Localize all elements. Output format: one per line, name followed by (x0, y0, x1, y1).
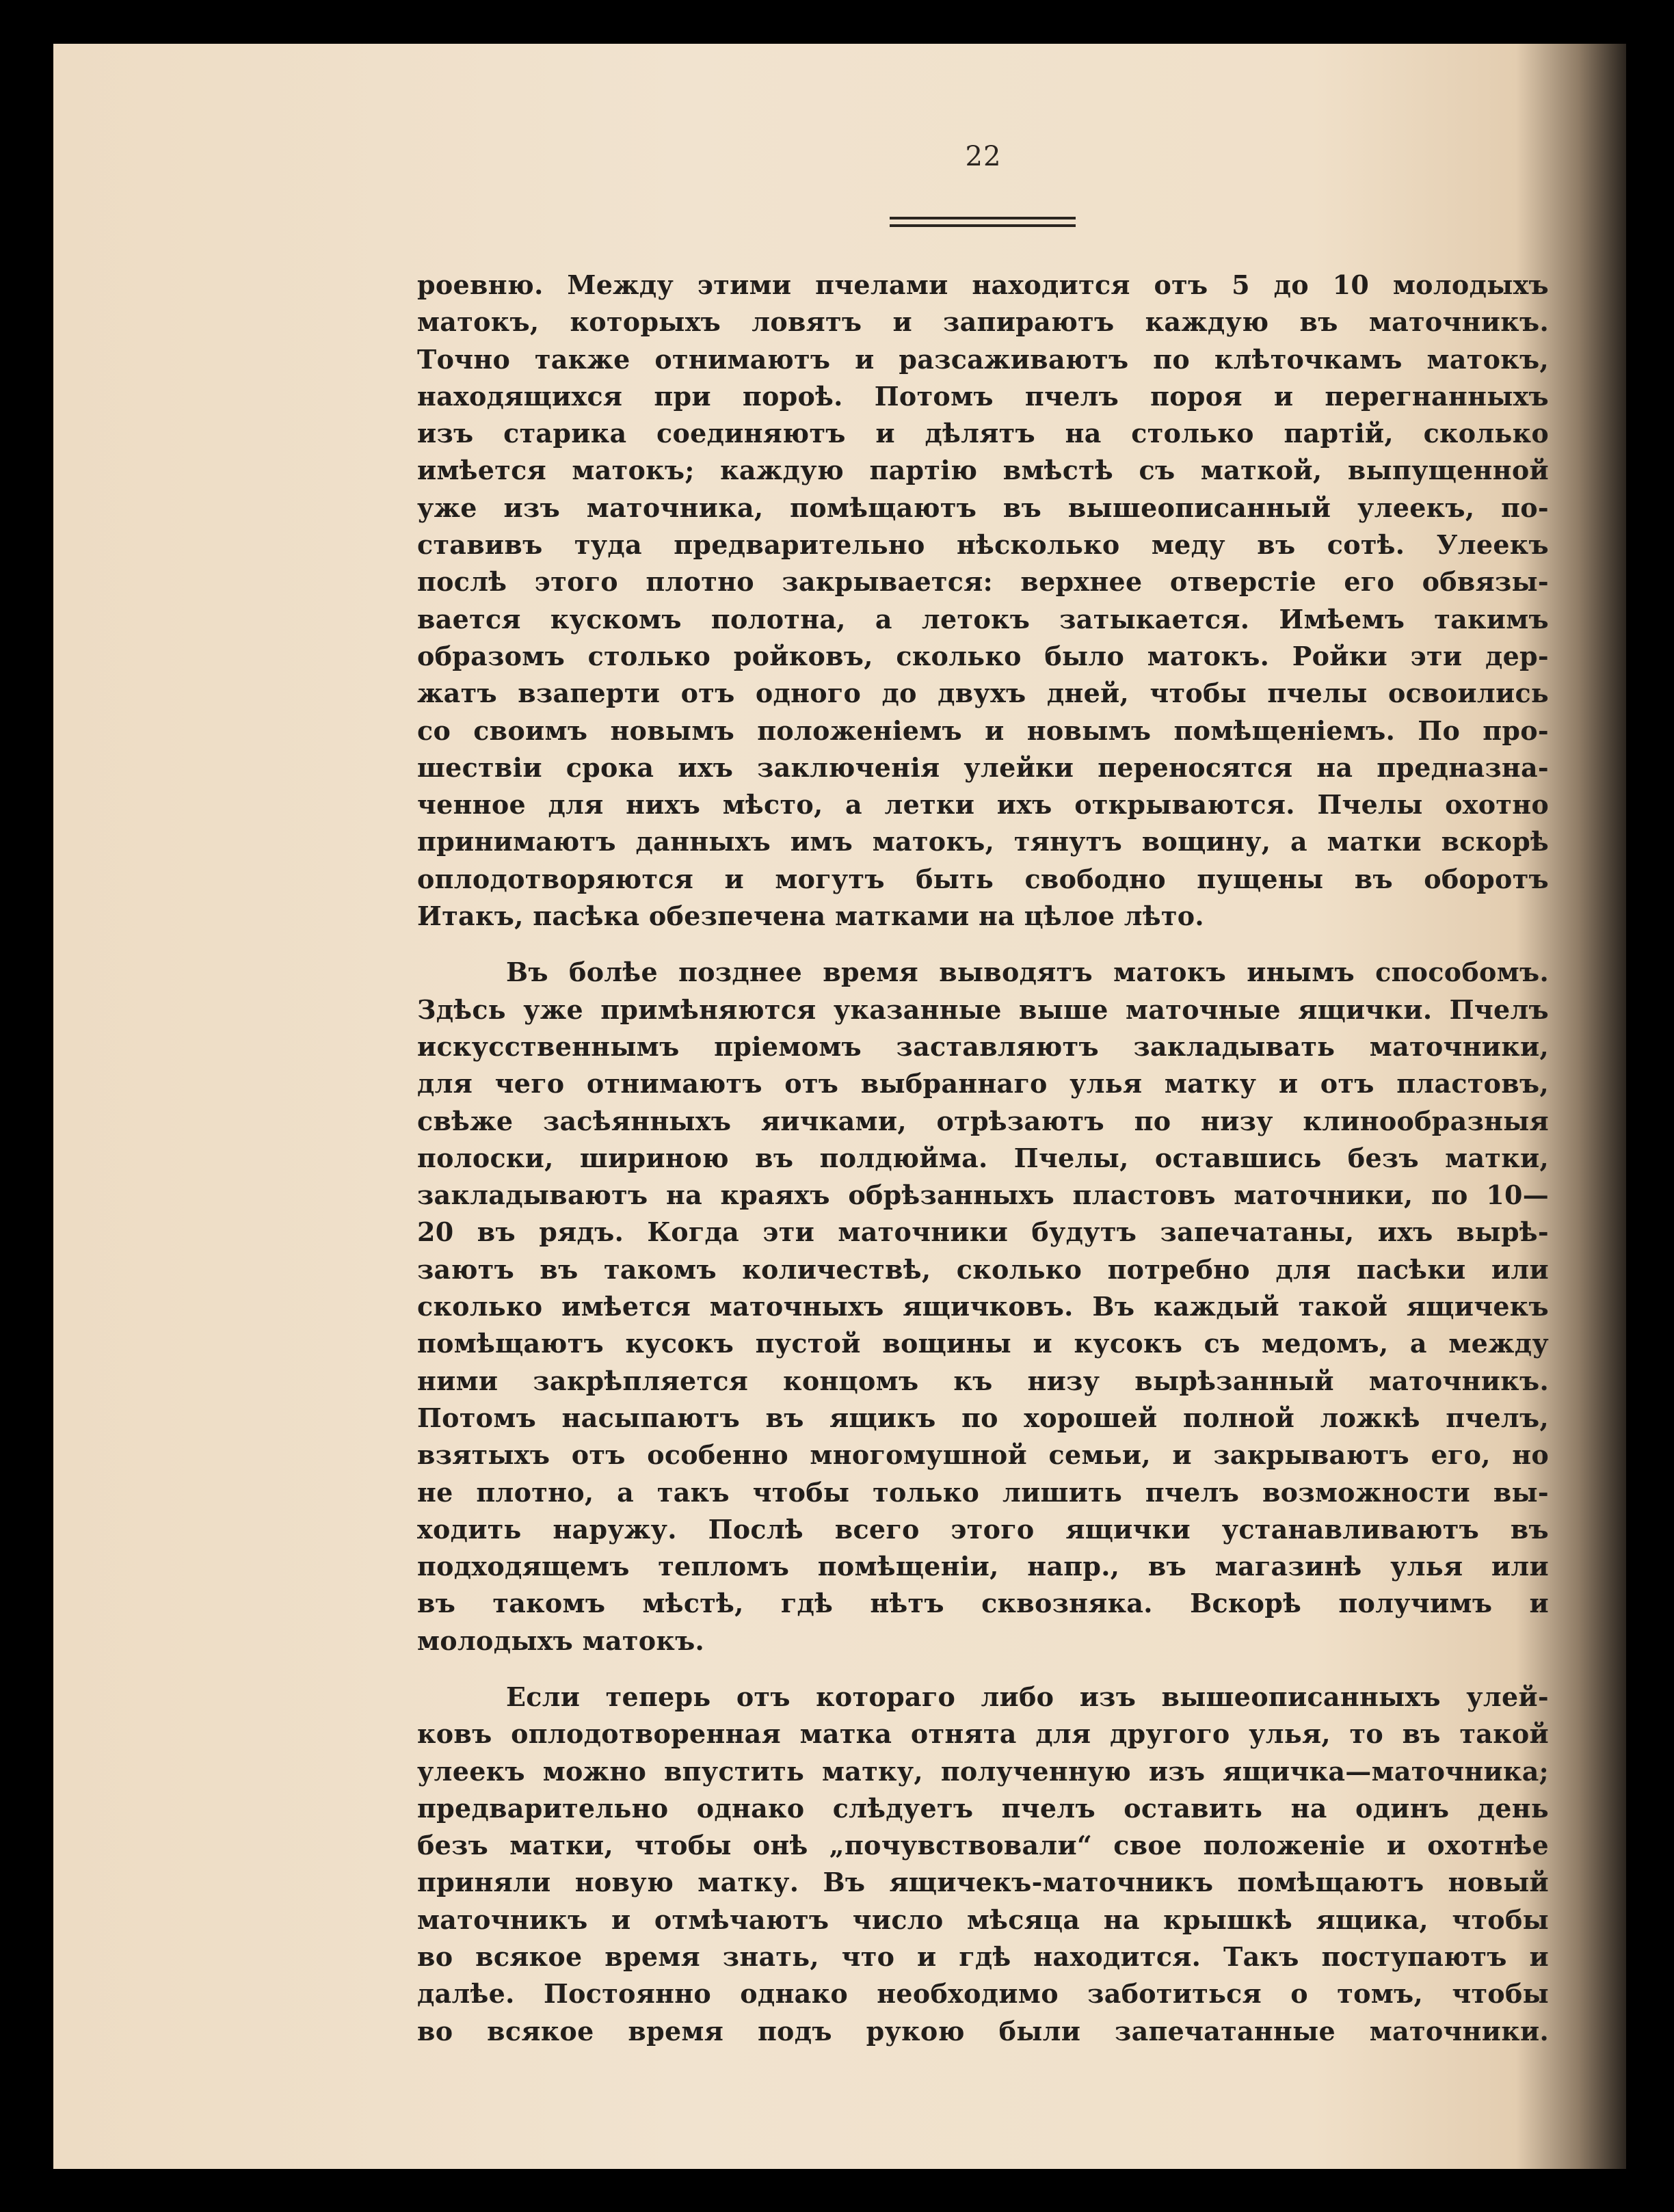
text-line: сколько имѣется маточныхъ ящичковъ. Въ каждый такой ящичекъ (417, 1291, 1549, 1322)
text-line: ними закрѣпляется концомъ къ низу вырѣзанный маточникъ. (417, 1365, 1549, 1396)
paragraph-2 (417, 954, 1549, 1660)
text-line: ковъ оплодотворенная матка отнята для другого улья, то въ такой (417, 1718, 1549, 1750)
text-line: не плотно, а такъ чтобы только лишить пчелъ возможности вы- (417, 1476, 1549, 1508)
body-text (417, 267, 1549, 2050)
paragraph-spacer (417, 1660, 1549, 1679)
text-line: Здѣсь уже примѣняются указанные выше маточные ящички. Пчелъ (417, 994, 1549, 1025)
text-line: изъ старика соединяютъ и дѣлятъ на столько партій, сколько (417, 418, 1549, 449)
text-line: Потомъ насыпаютъ въ ящикъ по хорошей полной ложкѣ пчелъ, (417, 1402, 1549, 1433)
text-line: во всякое время знать, что и гдѣ находится. Такъ поступаютъ и (417, 1941, 1549, 1973)
text-line: послѣ этого плотно закрывается: верхнее отверстіе его обвязы- (417, 566, 1549, 598)
paragraph-1 (417, 267, 1549, 935)
text-line: во всякое время подъ рукою были запечатанные маточники. (417, 2015, 1549, 2047)
text-line: имѣется матокъ; каждую партію вмѣстѣ съ маткой, выпущенной (417, 455, 1549, 486)
text-line: роевню. Между этими пчелами находится отъ 5 до 10 молодыхъ (417, 269, 1549, 300)
text-line: безъ матки, чтобы онѣ „почувствовали“ свое положеніе и охотнѣе (417, 1830, 1549, 1861)
text-line: находящихся при пороѣ. Потомъ пчелъ пороя и перегнанныхъ (417, 380, 1549, 412)
text-line: маточникъ и отмѣчаютъ число мѣсяца на крышкѣ ящика, чтобы (417, 1904, 1549, 1935)
text-line: Въ болѣе позднее время выводятъ матокъ инымъ способомъ. (506, 957, 1549, 988)
text-line: заютъ въ такомъ количествѣ, сколько потребно для пасѣки или (417, 1253, 1549, 1285)
text-line: закладываютъ на краяхъ обрѣзанныхъ пластовъ маточники, по 10— (417, 1180, 1549, 1211)
text-line: молодыхъ матокъ. (417, 1625, 705, 1656)
text-line: подходящемъ тепломъ помѣщеніи, напр., въ магазинѣ улья или (417, 1551, 1549, 1582)
text-line: въ такомъ мѣстѣ, гдѣ нѣтъ сквозняка. Вскорѣ получимъ и (417, 1588, 1549, 1619)
paragraph-spacer (417, 935, 1549, 954)
text-line: принимаютъ данныхъ имъ матокъ, тянутъ вощину, а матки вскорѣ (417, 826, 1549, 857)
page-number: 22 (965, 141, 1002, 172)
text-line: со своимъ новымъ положеніемъ и новымъ помѣщеніемъ. По про- (417, 715, 1549, 746)
book-page (53, 44, 1626, 2169)
text-line: предварительно однако слѣдуетъ пчелъ оставить на одинъ день (417, 1792, 1549, 1824)
text-line: образомъ столько ройковъ, сколько было матокъ. Ройки эти дер- (417, 640, 1549, 671)
text-line: уже изъ маточника, помѣщаютъ въ вышеописанный улеекъ, по- (417, 492, 1549, 523)
text-line: вается кускомъ полотна, а летокъ затыкается. Имѣемъ такимъ (417, 603, 1549, 635)
text-line: взятыхъ отъ особенно многомушной семьи, и закрываютъ его, но (417, 1439, 1549, 1471)
text-line: улеекъ можно впустить матку, полученную изъ ящичка—маточника; (417, 1755, 1549, 1787)
text-line: Итакъ, пасѣка обезпечена матками на цѣлое лѣто. (417, 901, 1204, 932)
text-line: шествіи срока ихъ заключенія улейки переносятся на предназна- (417, 751, 1549, 783)
text-line: Если теперь отъ котораго либо изъ вышеописанныхъ улей- (506, 1681, 1549, 1712)
text-line: 20 въ рядъ. Когда эти маточники будутъ запечатаны, ихъ вырѣ- (417, 1216, 1549, 1248)
text-line: матокъ, которыхъ ловятъ и запираютъ каждую въ маточникъ. (417, 306, 1549, 338)
text-line: ставивъ туда предварительно нѣсколько меду въ сотѣ. Улеекъ (417, 529, 1549, 561)
text-line: искусственнымъ пріемомъ заставляютъ закладывать маточники, (417, 1030, 1549, 1062)
text-line: для чего отнимаютъ отъ выбраннаго улья матку и отъ пластовъ, (417, 1068, 1549, 1100)
text-line: ходить наружу. Послѣ всего этого ящички устанавливаютъ въ (417, 1513, 1549, 1545)
text-line: далѣе. Постоянно однако необходимо заботиться о томъ, чтобы (417, 1978, 1549, 2010)
page-number-rule-top (890, 217, 1076, 219)
text-line: Точно также отнимаютъ и разсаживаютъ по клѣточкамъ матокъ, (417, 343, 1549, 375)
text-line: оплодотворяются и могутъ быть свободно пущены въ оборотъ (417, 863, 1549, 894)
paragraph-3 (417, 1679, 1549, 2050)
text-line: полоски, шириною въ полдюйма. Пчелы, оставшись безъ матки, (417, 1142, 1549, 1173)
text-line: свѣже засѣянныхъ яичками, отрѣзаютъ по низу клинообразныя (417, 1105, 1549, 1136)
page-number-rule-bottom (890, 224, 1076, 227)
text-line: помѣщаютъ кусокъ пустой вощины и кусокъ съ медомъ, а между (417, 1328, 1549, 1359)
text-line: ченное для нихъ мѣсто, а летки ихъ открываются. Пчелы охотно (417, 789, 1549, 821)
text-line: приняли новую матку. Въ ящичекъ-маточникъ помѣщаютъ новый (417, 1867, 1549, 1898)
text-line: жатъ взаперти отъ одного до двухъ дней, чтобы пчелы освоились (417, 678, 1549, 709)
